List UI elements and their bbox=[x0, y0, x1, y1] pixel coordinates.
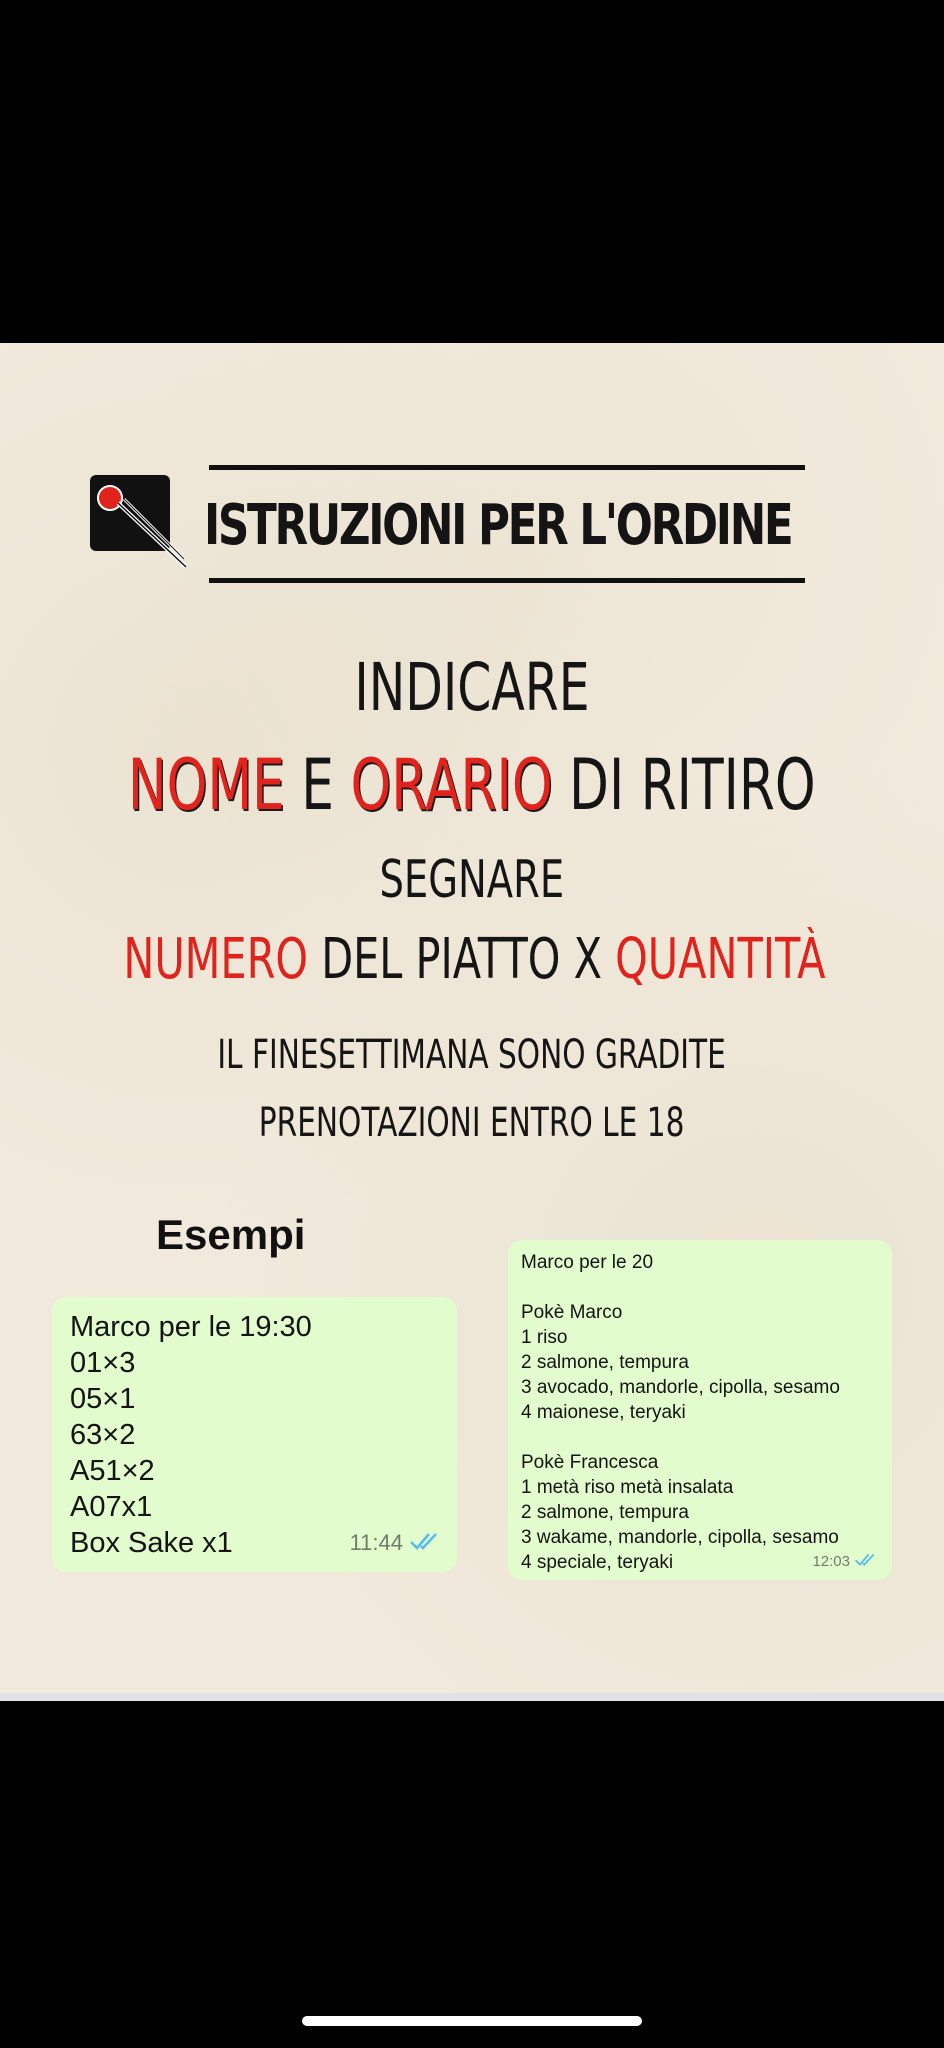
keyword-numero: NUMERO bbox=[123, 927, 309, 992]
keyword-quantita: QUANTITÀ bbox=[615, 927, 826, 992]
message-line: 4 speciale, teryaki bbox=[521, 1552, 674, 1573]
message-line: 4 maionese, teryaki bbox=[521, 1402, 686, 1423]
message-line: 1 metà riso metà insalata bbox=[521, 1477, 734, 1498]
message-line: Marco per le 19:30 bbox=[70, 1311, 312, 1343]
examples-heading: Esempi bbox=[156, 1211, 306, 1258]
message-line bbox=[521, 1425, 878, 1450]
message-line: 05×1 bbox=[70, 1383, 136, 1415]
message-line: A07x1 bbox=[70, 1491, 153, 1523]
message-line: Pokè Marco bbox=[521, 1302, 623, 1323]
message-line bbox=[521, 1275, 878, 1300]
double-check-icon bbox=[854, 1553, 876, 1570]
message-line: 2 salmone, tempura bbox=[521, 1352, 689, 1373]
message-line: 1 riso bbox=[521, 1327, 568, 1348]
text-di-ritiro: DI RITIRO bbox=[552, 744, 816, 826]
message-line: Pokè Francesca bbox=[521, 1452, 659, 1473]
double-check-icon bbox=[409, 1530, 439, 1556]
title-rule-bottom bbox=[209, 578, 805, 583]
home-indicator-bar[interactable] bbox=[302, 2016, 642, 2026]
message-meta bbox=[350, 1530, 439, 1556]
sushi-chopsticks-logo-icon bbox=[88, 473, 188, 569]
message-line: 63×2 bbox=[70, 1419, 136, 1451]
instruction-indicare-text: INDICARE bbox=[354, 649, 590, 726]
text-del-piatto: DEL PIATTO X bbox=[308, 927, 616, 992]
instruction-name-time bbox=[0, 745, 944, 825]
title-rule-top bbox=[209, 465, 805, 470]
message-line: 3 avocado, mandorle, cipolla, sesamo bbox=[521, 1377, 840, 1398]
message-line: 2 salmone, tempura bbox=[521, 1502, 689, 1523]
message-time: 11:44 bbox=[349, 1530, 403, 1555]
message-line: A51×2 bbox=[70, 1455, 155, 1487]
keyword-nome: NOME bbox=[128, 744, 286, 826]
message-line: Box Sake x1 bbox=[70, 1527, 233, 1559]
message-line: 3 wakame, mandorle, cipolla, sesamo bbox=[521, 1527, 839, 1548]
instruction-segnare bbox=[0, 848, 944, 912]
message-time: 12:03 bbox=[812, 1553, 850, 1570]
weekend-note-line1 bbox=[0, 1030, 944, 1080]
weekend-note-line2-text: PRENOTAZIONI ENTRO LE 18 bbox=[259, 1100, 685, 1146]
message-meta bbox=[812, 1553, 876, 1570]
weekend-note-line2 bbox=[0, 1098, 944, 1148]
text-e: E bbox=[285, 744, 351, 826]
keyword-orario: ORARIO bbox=[350, 744, 553, 826]
page-title: ISTRUZIONI PER L'ORDINE bbox=[204, 493, 792, 558]
weekend-note-line1-text: IL FINESETTIMANA SONO GRADITE bbox=[217, 1032, 727, 1078]
top-black-bar bbox=[0, 0, 944, 343]
instruction-indicare bbox=[0, 648, 944, 728]
example-message-bubble-2 bbox=[508, 1240, 892, 1580]
message-line: 01×3 bbox=[70, 1347, 136, 1379]
instruction-number-quantity bbox=[0, 925, 944, 995]
instruction-segnare-text: SEGNARE bbox=[379, 850, 565, 910]
example-message-bubble-1 bbox=[52, 1297, 457, 1572]
poster-bottom-edge bbox=[0, 1693, 944, 1701]
message-line: Marco per le 20 bbox=[521, 1252, 654, 1273]
